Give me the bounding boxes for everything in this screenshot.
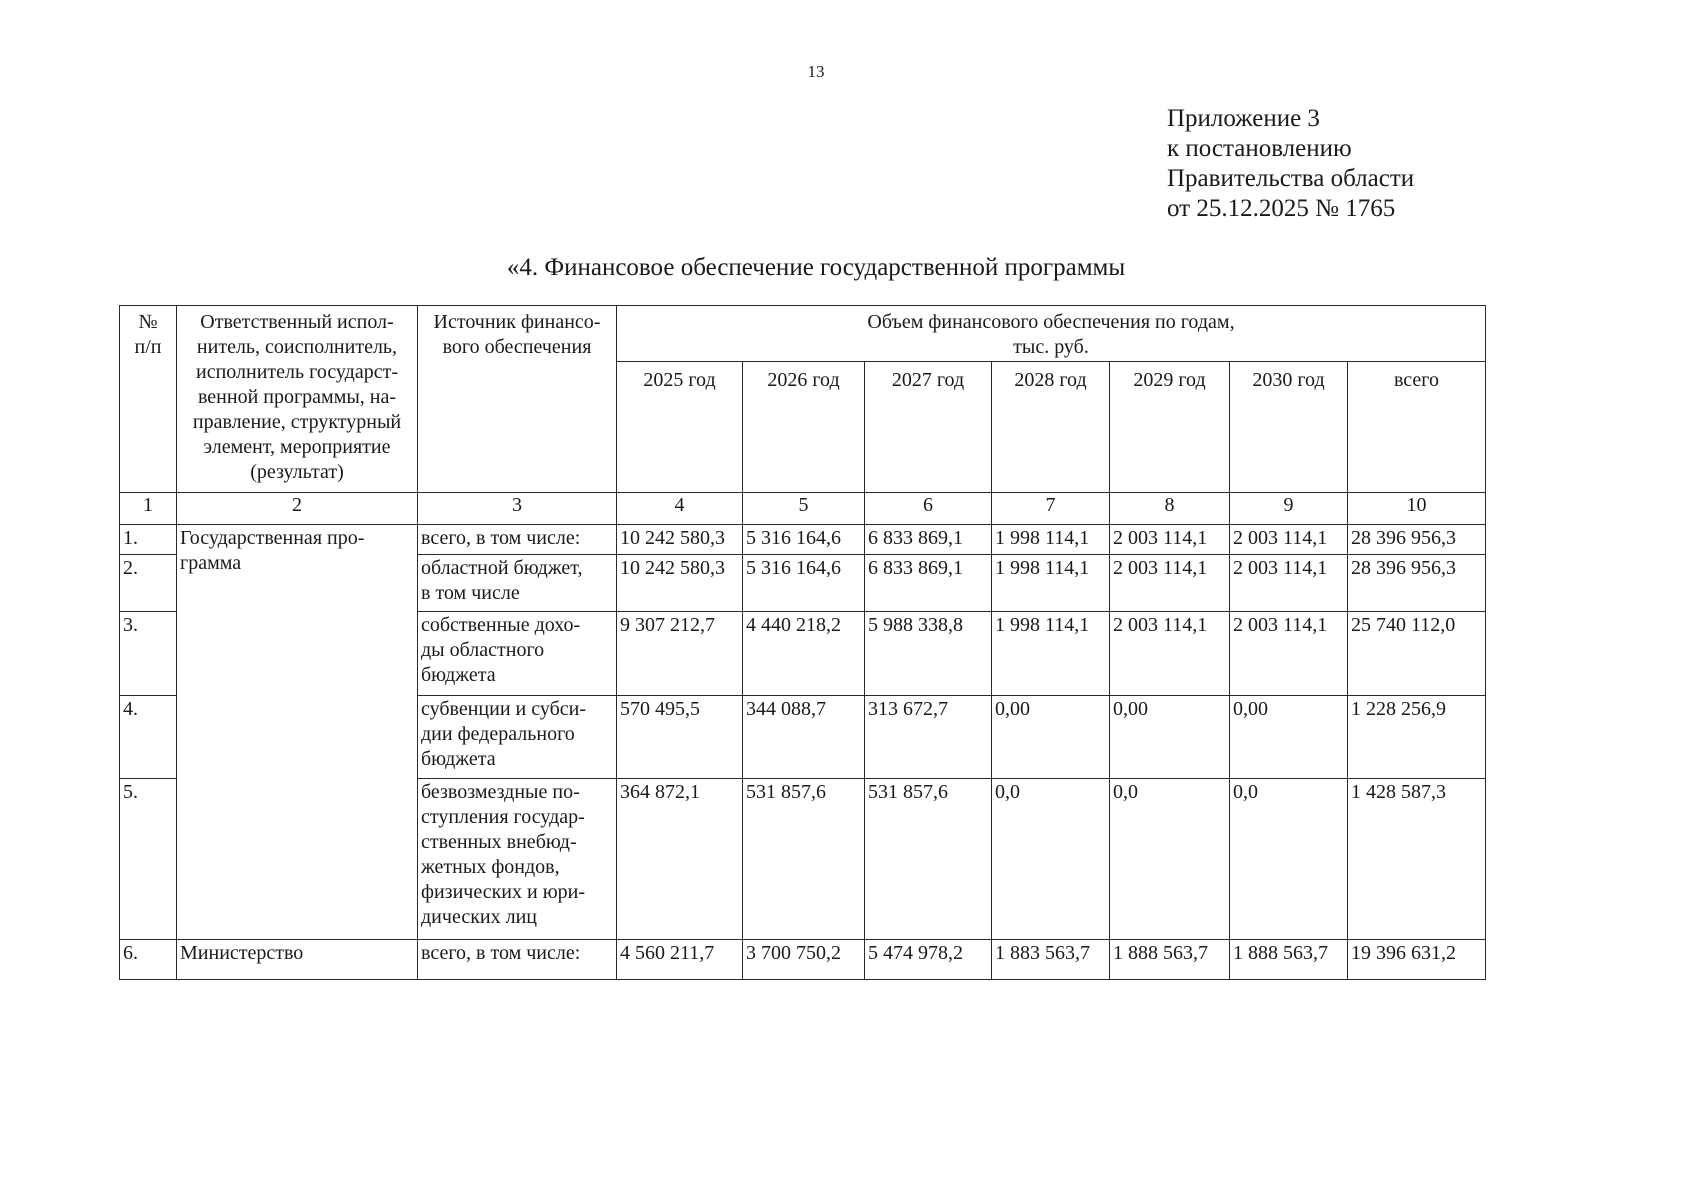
value-cell: 531 857,6 — [743, 779, 865, 940]
source-cell — [418, 696, 617, 779]
value-cell: 2 003 114,1 — [1230, 555, 1348, 612]
financing-table — [119, 305, 1486, 980]
header-num — [120, 306, 177, 493]
column-number: 1 — [120, 493, 177, 525]
value-cell: 0,0 — [1110, 779, 1230, 940]
value-cell-total: 19 396 631,2 — [1348, 940, 1486, 980]
value-cell: 2 003 114,1 — [1230, 525, 1348, 555]
source-line: всего, в том числе: — [421, 527, 581, 549]
header-year: 2029 год — [1110, 362, 1230, 493]
source-line: ственных внебюд- — [421, 831, 577, 853]
row-number: 4. — [120, 696, 177, 779]
source-line: субвенции и субси- — [421, 698, 587, 720]
value-cell: 2 003 114,1 — [1110, 525, 1230, 555]
column-number: 3 — [418, 493, 617, 525]
program-name-line: Государственная про- — [180, 527, 365, 549]
header-year-total: всего — [1348, 362, 1486, 493]
source-line: областной бюджет, — [421, 557, 583, 579]
source-line: жетных фондов, — [421, 856, 560, 878]
header-executor-line: (результат) — [250, 461, 344, 483]
source-line: всего, в том числе: — [421, 942, 581, 964]
appendix-block — [1167, 104, 1414, 224]
value-cell-total: 28 396 956,3 — [1348, 525, 1486, 555]
value-cell: 0,0 — [1230, 779, 1348, 940]
table-row — [120, 940, 1486, 980]
section-title: «4. Финансовое обеспечение государственной программы — [506, 254, 1126, 281]
header-year: 2025 год — [617, 362, 743, 493]
header-year: 2026 год — [743, 362, 865, 493]
value-cell: 6 833 869,1 — [865, 555, 992, 612]
column-number: 7 — [992, 493, 1110, 525]
source-line: дических лиц — [421, 906, 537, 928]
executor-cell: Министерство — [177, 940, 418, 980]
source-line: ды областного — [421, 639, 545, 661]
source-cell — [418, 612, 617, 696]
value-cell: 5 988 338,8 — [865, 612, 992, 696]
value-cell-total: 1 228 256,9 — [1348, 696, 1486, 779]
source-line: собственные дохо- — [421, 614, 581, 636]
row-number: 3. — [120, 612, 177, 696]
value-cell: 0,0 — [992, 779, 1110, 940]
source-cell — [418, 555, 617, 612]
value-cell: 1 998 114,1 — [992, 555, 1110, 612]
value-cell: 2 003 114,1 — [1230, 612, 1348, 696]
header-year: 2030 год — [1230, 362, 1348, 493]
source-line: в том числе — [421, 582, 520, 604]
header-executor-line: Ответственный испол- — [200, 311, 394, 333]
value-cell: 4 560 211,7 — [617, 940, 743, 980]
row-number: 1. — [120, 525, 177, 555]
header-volume-line: Объем финансового обеспечения по годам, — [867, 311, 1235, 333]
header-year: 2027 год — [865, 362, 992, 493]
column-number: 6 — [865, 493, 992, 525]
row-number: 6. — [120, 940, 177, 980]
header-volume-line: тыс. руб. — [1013, 336, 1089, 358]
source-line: бюджета — [421, 748, 496, 770]
value-cell: 0,00 — [992, 696, 1110, 779]
value-cell: 0,00 — [1110, 696, 1230, 779]
table-row — [120, 525, 1486, 555]
value-cell: 10 242 580,3 — [617, 525, 743, 555]
header-source-line: вого обеспечения — [442, 336, 592, 358]
value-cell: 4 440 218,2 — [743, 612, 865, 696]
row-number: 2. — [120, 555, 177, 612]
header-executor-line: венной программы, на- — [197, 386, 397, 408]
value-cell: 2 003 114,1 — [1110, 555, 1230, 612]
value-cell: 0,00 — [1230, 696, 1348, 779]
column-number: 2 — [177, 493, 418, 525]
value-cell: 1 883 563,7 — [992, 940, 1110, 980]
column-number: 4 — [617, 493, 743, 525]
source-line: физических и юри- — [421, 881, 586, 903]
source-line: дии федерального — [421, 723, 575, 745]
column-number: 9 — [1230, 493, 1348, 525]
header-executor — [177, 306, 418, 493]
source-cell — [418, 779, 617, 940]
value-cell: 531 857,6 — [865, 779, 992, 940]
value-cell: 364 872,1 — [617, 779, 743, 940]
appendix-line: Приложение 3 — [1167, 105, 1320, 132]
page-number: 13 — [807, 62, 825, 81]
value-cell: 3 700 750,2 — [743, 940, 865, 980]
header-num-line: № — [138, 311, 158, 333]
program-name-cell — [177, 525, 418, 940]
value-cell: 5 316 164,6 — [743, 555, 865, 612]
header-source-line: Источник финансо- — [433, 311, 601, 333]
value-cell: 1 888 563,7 — [1110, 940, 1230, 980]
value-cell: 10 242 580,3 — [617, 555, 743, 612]
appendix-line: Правительства области — [1167, 165, 1415, 192]
column-number: 5 — [743, 493, 865, 525]
program-name-line: грамма — [180, 552, 242, 574]
value-cell: 5 316 164,6 — [743, 525, 865, 555]
value-cell: 1 998 114,1 — [992, 525, 1110, 555]
source-cell — [418, 525, 617, 555]
value-cell: 570 495,5 — [617, 696, 743, 779]
value-cell-total: 25 740 112,0 — [1348, 612, 1486, 696]
source-cell — [418, 940, 617, 980]
value-cell-total: 1 428 587,3 — [1348, 779, 1486, 940]
source-line: ступления государ- — [421, 806, 585, 828]
value-cell: 313 672,7 — [865, 696, 992, 779]
value-cell-total: 28 396 956,3 — [1348, 555, 1486, 612]
header-volume — [617, 306, 1486, 362]
value-cell: 6 833 869,1 — [865, 525, 992, 555]
appendix-line: к постановлению — [1167, 135, 1352, 162]
value-cell: 5 474 978,2 — [865, 940, 992, 980]
header-executor-line: элемент, мероприятие — [203, 436, 391, 458]
value-cell: 2 003 114,1 — [1110, 612, 1230, 696]
value-cell: 1 998 114,1 — [992, 612, 1110, 696]
header-year: 2028 год — [992, 362, 1110, 493]
source-line: безвозмездные по- — [421, 781, 580, 803]
value-cell: 1 888 563,7 — [1230, 940, 1348, 980]
header-executor-line: нитель, соисполнитель, — [196, 336, 398, 358]
header-num-line: п/п — [134, 336, 162, 358]
value-cell: 344 088,7 — [743, 696, 865, 779]
row-number: 5. — [120, 779, 177, 940]
appendix-line: от 25.12.2025 № 1765 — [1167, 195, 1396, 222]
column-number: 10 — [1348, 493, 1486, 525]
source-line: бюджета — [421, 664, 496, 686]
column-number: 8 — [1110, 493, 1230, 525]
header-executor-line: правление, структурный — [192, 411, 402, 433]
value-cell: 9 307 212,7 — [617, 612, 743, 696]
header-executor-line: исполнитель государст- — [195, 361, 398, 383]
header-source — [418, 306, 617, 493]
